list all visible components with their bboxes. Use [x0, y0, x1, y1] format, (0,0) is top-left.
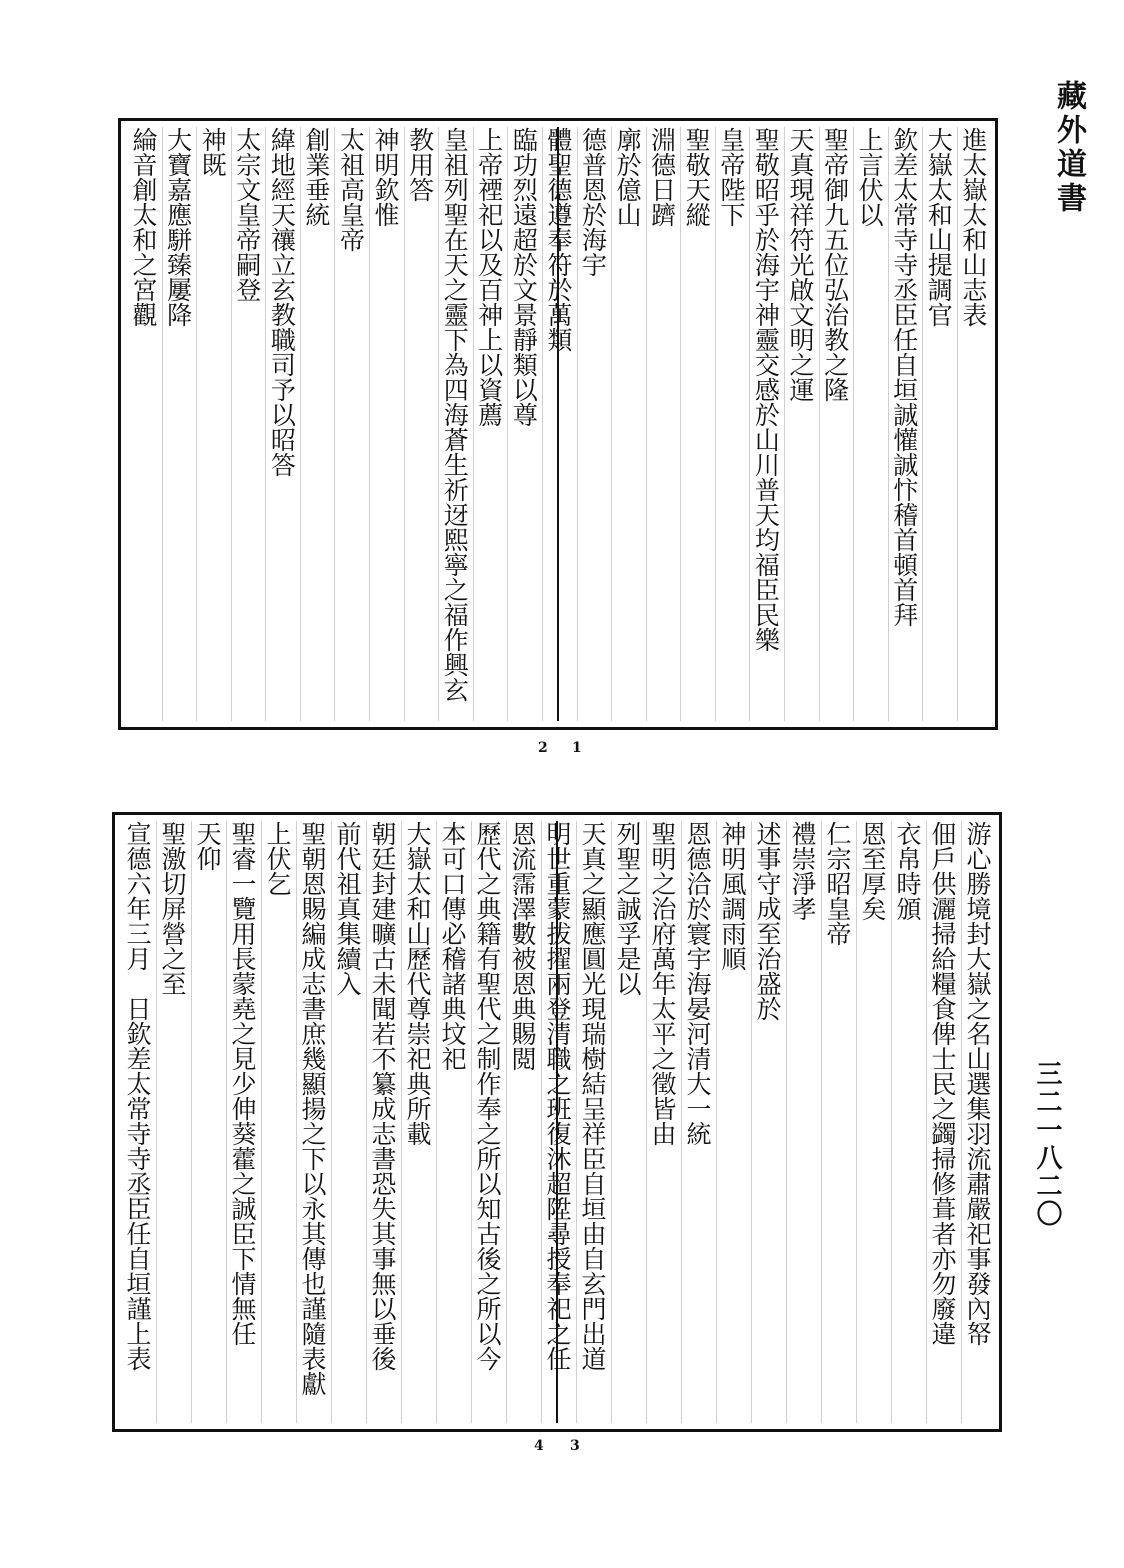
text-column: 淵德日躋: [646, 127, 678, 721]
text-column: 仁宗昭皇帝: [821, 821, 853, 1423]
page-label-top-right: 1: [572, 740, 582, 756]
text-column: 恩至厚矣: [856, 821, 888, 1423]
text-column: 禮崇淨孝: [786, 821, 818, 1423]
text-column: 朝廷封建曠古未聞若不纂成志書恐失其事無以垂後: [366, 821, 398, 1423]
text-column: 大寶嘉應駢臻屢降: [162, 127, 194, 721]
page-label-bottom-left: 4: [534, 1438, 544, 1454]
top-text-panel: [118, 118, 998, 730]
text-column: 明世重蒙拔擢兩登清職之班復沐超陞尋授奉祀之任: [541, 821, 573, 1423]
text-column: 臨功烈遠超於文景靜類以尊: [507, 127, 539, 721]
bottom-text-panel: [112, 812, 1002, 1432]
text-column: 皇帝陛下: [715, 127, 747, 721]
text-column: 上言伏以: [853, 127, 885, 721]
bottom-columns: [121, 821, 993, 1423]
text-column: 天仰: [191, 821, 223, 1423]
header-title: 藏外道書: [1051, 80, 1086, 216]
text-column: 進太嶽太和山志表: [957, 127, 989, 721]
text-column: 神明風調雨順: [716, 821, 748, 1423]
text-column: 德普恩於海宇: [577, 127, 609, 721]
top-columns: [127, 127, 989, 721]
text-column: 太宗文皇帝嗣登: [231, 127, 263, 721]
text-column: 游心勝境封大嶽之名山選集羽流肅嚴祀事發內帑: [961, 821, 993, 1423]
text-column: 列聖之誠孚是以: [611, 821, 643, 1423]
side-page-number: 三二一八二〇: [1032, 1060, 1062, 1228]
text-column: 聖朝恩賜編成志書庶幾顯揚之下以永其傳也謹隨表獻: [296, 821, 328, 1423]
text-column: 創業垂統: [300, 127, 332, 721]
text-column: 恩德洽於寰宇海晏河清大一統: [681, 821, 713, 1423]
text-column: 宣德六年三月 日欽差太常寺寺丞臣任自垣謹上表: [123, 821, 152, 1371]
text-column: 聖睿一覽用長蒙堯之見少伸葵藿之誠臣下情無任: [226, 821, 258, 1423]
text-column: 述事守成至治盛於: [751, 821, 783, 1423]
text-column: 太祖高皇帝: [334, 127, 366, 721]
text-column: 聖敬昭乎於海宇神靈交感於山川普天均福臣民樂: [749, 127, 781, 721]
page-label-top-left: 2: [538, 740, 548, 756]
text-column: 本可口傳必稽諸典坟祀: [436, 821, 468, 1423]
text-column: 歷代之典籍有聖代之制作奉之所以知古後之所以今: [471, 821, 503, 1423]
text-column: 神既: [196, 127, 228, 721]
text-column: 體聖德遵奉符於萬類: [542, 127, 574, 721]
text-column: 聖敬天縱: [680, 127, 712, 721]
text-column: 聖激切屏營之至: [156, 821, 188, 1423]
text-column: 上伏乞: [261, 821, 293, 1423]
text-column: 皇祖列聖在天之靈下為四海蒼生祈迓熙寧之福作興玄: [438, 127, 470, 721]
text-column: 聖明之治府萬年太平之徵皆由: [646, 821, 678, 1423]
text-column: 上帝禋祀以及百神上以資薦: [473, 127, 505, 721]
text-column: 恩流霈澤數被恩典賜閲: [506, 821, 538, 1423]
text-column: 天真現祥符光啟文明之運: [784, 127, 816, 721]
text-column: 綸音創太和之宮觀: [129, 127, 158, 327]
text-column: 天真之顯應圓光現瑞樹結呈祥臣自垣由自玄門出道: [576, 821, 608, 1423]
text-column: 聖帝御九五位弘治教之隆: [819, 127, 851, 721]
text-column: 大嶽太和山提調官: [922, 127, 954, 721]
text-column: 廓於億山: [611, 127, 643, 721]
text-column: 緯地經天禳立玄教職司予以昭答: [265, 127, 297, 721]
text-column: 欽差太常寺寺丞臣任自垣誠懽誠忭稽首頓首拜: [888, 127, 920, 721]
text-column: 衣帛時頒: [891, 821, 923, 1423]
text-column: 佃戶供灑掃給糧食俾士民之蠲掃修葺者亦勿廢違: [926, 821, 958, 1423]
text-column: 前代祖真集續入: [331, 821, 363, 1423]
text-column: 神明欽惟: [369, 127, 401, 721]
text-column: 大嶽太和山歷代尊崇祀典所載: [401, 821, 433, 1423]
page-label-bottom-right: 3: [570, 1438, 580, 1454]
text-column: 教用答: [404, 127, 436, 721]
